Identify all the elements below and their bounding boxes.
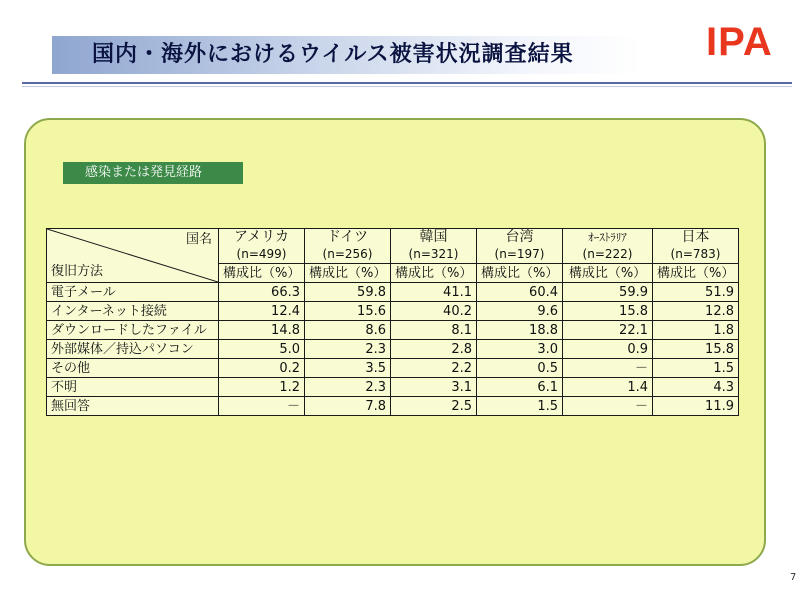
table-row	[47, 340, 739, 359]
table-cell: 40.2	[391, 302, 477, 321]
country-name: 日本	[681, 229, 710, 245]
sample-size: (n=197)	[494, 247, 545, 261]
table-cell: 59.8	[305, 283, 391, 302]
table-cell: 2.5	[391, 397, 477, 416]
table-cell: 15.8	[563, 302, 653, 321]
table-cell: 0.9	[563, 340, 653, 359]
table-cell: 3.0	[477, 340, 563, 359]
sample-size: (n=783)	[670, 247, 721, 261]
table-cell: 59.9	[563, 283, 653, 302]
sample-size: (n=321)	[408, 247, 459, 261]
table-cell: 4.3	[653, 378, 739, 397]
row-label: 外部媒体／持込パソコン	[47, 340, 219, 359]
row-label: インターネット接続	[47, 302, 219, 321]
table-cell: 1.8	[653, 321, 739, 340]
corner-cell	[47, 229, 219, 283]
table-cell: 5.0	[219, 340, 305, 359]
table-cell: 1.5	[477, 397, 563, 416]
table-cell: 15.6	[305, 302, 391, 321]
table-cell: 3.1	[391, 378, 477, 397]
table-body	[47, 283, 739, 416]
table-cell: 12.8	[653, 302, 739, 321]
ratio-label: 構成比（%）	[653, 264, 739, 283]
row-label: ダウンロードしたファイル	[47, 321, 219, 340]
table-cell: 12.4	[219, 302, 305, 321]
table-cell: 11.9	[653, 397, 739, 416]
table-cell: 7.8	[305, 397, 391, 416]
country-header	[305, 229, 391, 264]
table-cell: 18.8	[477, 321, 563, 340]
title-rule	[22, 82, 792, 84]
row-label: その他	[47, 359, 219, 378]
table-row	[47, 283, 739, 302]
country-header	[653, 229, 739, 264]
table-cell: 0.5	[477, 359, 563, 378]
ratio-label: 構成比（%）	[305, 264, 391, 283]
table-row	[47, 397, 739, 416]
row-label: 無回答	[47, 397, 219, 416]
table-cell: 0.2	[219, 359, 305, 378]
corner-method-label: 復旧方法	[51, 264, 104, 279]
table-cell: 6.1	[477, 378, 563, 397]
table-cell: 66.3	[219, 283, 305, 302]
country-header	[563, 229, 653, 264]
table-row	[47, 378, 739, 397]
table-cell: 8.6	[305, 321, 391, 340]
ratio-label: 構成比（%）	[219, 264, 305, 283]
table-cell: 2.2	[391, 359, 477, 378]
table-cell: 22.1	[563, 321, 653, 340]
table-cell: 8.1	[391, 321, 477, 340]
country-header	[477, 229, 563, 264]
title-rule-thin	[22, 86, 792, 87]
table-row	[47, 321, 739, 340]
ratio-label: 構成比（%）	[563, 264, 653, 283]
sample-size: (n=222)	[582, 247, 633, 261]
page-title: 国内・海外におけるウイルス被害状況調査結果	[92, 42, 574, 67]
sample-size: (n=499)	[236, 247, 287, 261]
table-cell: 3.5	[305, 359, 391, 378]
ipa-logo: IPA	[706, 20, 773, 64]
country-name: ドイツ	[326, 229, 369, 245]
survey-table	[46, 228, 739, 416]
country-name: 台湾	[505, 229, 534, 245]
table-cell: 15.8	[653, 340, 739, 359]
table-cell: －	[563, 359, 653, 378]
table-cell: 1.2	[219, 378, 305, 397]
table-cell: 9.6	[477, 302, 563, 321]
corner-country-label: 国名	[185, 232, 212, 247]
table-cell: 2.3	[305, 340, 391, 359]
country-header	[219, 229, 305, 264]
header-row	[47, 229, 739, 264]
country-name: アメリカ	[233, 229, 290, 245]
page-number: 7	[790, 572, 797, 583]
table-row	[47, 359, 739, 378]
table-cell: 1.4	[563, 378, 653, 397]
ratio-label: 構成比（%）	[391, 264, 477, 283]
row-label: 不明	[47, 378, 219, 397]
table-cell: 41.1	[391, 283, 477, 302]
section-label: 感染または発見経路	[63, 162, 243, 184]
table-cell: 2.8	[391, 340, 477, 359]
table-cell: 1.5	[653, 359, 739, 378]
table-cell: －	[219, 397, 305, 416]
row-label: 電子メール	[47, 283, 219, 302]
table-cell: －	[563, 397, 653, 416]
table-cell: 14.8	[219, 321, 305, 340]
table-cell: 2.3	[305, 378, 391, 397]
table-cell: 60.4	[477, 283, 563, 302]
table-cell: 51.9	[653, 283, 739, 302]
table-row	[47, 302, 739, 321]
sample-size: (n=256)	[322, 247, 373, 261]
country-name: ｵｰｽﾄﾗﾘｱ	[588, 231, 627, 244]
country-name: 韓国	[419, 229, 448, 245]
ratio-label: 構成比（%）	[477, 264, 563, 283]
country-header	[391, 229, 477, 264]
